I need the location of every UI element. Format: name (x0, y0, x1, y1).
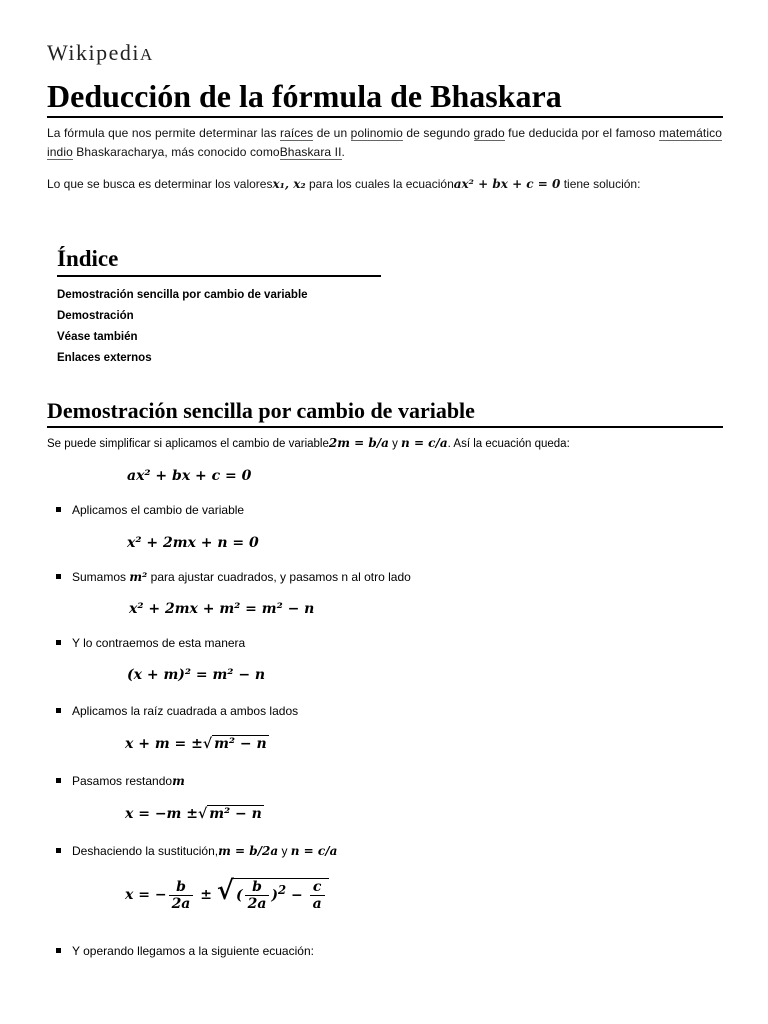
link-indio[interactable]: indio (47, 145, 73, 159)
bullet-icon (56, 708, 61, 713)
intro-text: de un (313, 126, 351, 140)
toc-item[interactable]: Véase también (57, 331, 138, 343)
math-m-squared: m² (129, 570, 148, 584)
step-text: Y operando llegamos a la siguiente ecuación: (72, 944, 314, 958)
link-polinomio[interactable]: polinomio (350, 126, 403, 140)
link-raices[interactable]: raíces (279, 126, 314, 140)
step-text: Deshaciendo la sustitución, (72, 844, 219, 858)
radicand: m² − n (214, 736, 267, 752)
step-text: para ajustar cuadrados, y pasamos n al otro lado (147, 570, 411, 584)
section-intro-text: Se puede simplificar si aplicamos el cambio de variable (47, 438, 329, 450)
section-heading: Demostración sencilla por cambio de variable (47, 396, 723, 428)
lead-text: Lo que se busca es determinar los valores (47, 177, 273, 191)
intro-text: La fórmula que nos permite determinar las (47, 126, 280, 140)
wikipedia-wordmark[interactable] (47, 40, 154, 66)
list-item (56, 942, 314, 960)
section-intro-text: y (388, 438, 402, 450)
denominator: 2a (247, 895, 267, 912)
sqrt-icon: √ (197, 806, 208, 822)
math-n: n = c/a (401, 436, 448, 450)
bullet-icon (56, 778, 61, 783)
equation-2: x² + 2mx + m² = m² − n (129, 601, 315, 617)
bullet-icon (56, 507, 61, 512)
step-text: Aplicamos la raíz cuadrada a ambos lados (72, 704, 299, 718)
denominator: a (312, 895, 322, 912)
equation-lhs: x = −m ± (125, 806, 198, 822)
link-bhaskara-ii[interactable]: Bhaskara II (279, 145, 342, 159)
list-item (56, 501, 244, 519)
wordmark-end: A (140, 45, 154, 64)
intro-paragraph (47, 124, 723, 162)
equation-1: x² + 2mx + n = 0 (127, 535, 259, 551)
intro-text: Bhaskaracharya, más conocido como (72, 145, 280, 159)
lead-text: tiene solución: (560, 177, 641, 191)
section-intro-text: . Así la ecuación queda: (447, 438, 570, 450)
math-m-sub: m = b/2a (218, 844, 279, 858)
denominator: 2a (171, 895, 191, 912)
minus-sign: − (291, 887, 303, 903)
math-x1-x2: x₁, x₂ (272, 177, 306, 191)
radicand: ( $\frac{b}{2a}$ )$^2$ − $\frac{c}{a}$ (234, 878, 329, 912)
equation-lhs: x + m = ± (125, 736, 203, 752)
wordmark-text: Wikipedi (47, 40, 140, 65)
section-intro (47, 433, 570, 454)
fraction (169, 879, 194, 912)
list-item (56, 842, 337, 860)
link-grado[interactable]: grado (473, 126, 505, 140)
equation-lhs: x = − (125, 887, 167, 903)
sqrt-icon: √ (216, 876, 234, 906)
lead-paragraph (47, 174, 723, 194)
equation-final (125, 876, 329, 912)
plus-minus: ± (200, 887, 212, 903)
bullet-icon (56, 574, 61, 579)
math-2m: 2m = b/a (328, 436, 389, 450)
math-n-sub: n = c/a (290, 844, 338, 858)
numerator: c (310, 879, 325, 896)
table-of-contents (57, 244, 381, 369)
numerator: b (169, 879, 194, 896)
math-m: m (172, 774, 185, 788)
intro-text: . (341, 145, 345, 159)
fraction (245, 879, 270, 912)
link-matematico[interactable]: matemático (658, 126, 722, 140)
sqrt-icon: √ (202, 736, 213, 752)
toc-item[interactable]: Enlaces externos (57, 352, 152, 364)
list-item (56, 634, 245, 652)
step-text: Y lo contraemos de esta manera (72, 636, 246, 650)
lead-text: para los cuales la ecuación (305, 177, 454, 191)
intro-text: fue deducida por el famoso (504, 126, 659, 140)
equation-0: ax² + bx + c = 0 (127, 468, 252, 484)
fraction (310, 879, 325, 912)
step-text: y (278, 844, 291, 858)
bullet-icon (56, 948, 61, 953)
numerator: b (245, 879, 270, 896)
equation-5 (125, 806, 264, 822)
step-text: Aplicamos el cambio de variable (72, 503, 245, 517)
page-title: Deducción de la fórmula de Bhaskara (47, 78, 723, 118)
toc-list (57, 285, 381, 369)
step-text: Sumamos (72, 570, 130, 584)
toc-heading: Índice (57, 244, 381, 277)
math-quadratic: ax² + bx + c = 0 (453, 177, 561, 191)
exponent: 2 (278, 882, 287, 897)
step-text: Pasamos restando (72, 774, 173, 788)
radicand: m² − n (209, 806, 262, 822)
equation-3: (x + m)² = m² − n (127, 667, 266, 683)
toc-item[interactable]: Demostración (57, 310, 134, 322)
toc-item[interactable]: Demostración sencilla por cambio de variable (57, 289, 308, 301)
intro-text: de segundo (402, 126, 474, 140)
bullet-icon (56, 848, 61, 853)
equation-4 (125, 736, 269, 752)
list-item (56, 568, 411, 586)
bullet-icon (56, 640, 61, 645)
list-item (56, 772, 185, 790)
list-item (56, 702, 298, 720)
